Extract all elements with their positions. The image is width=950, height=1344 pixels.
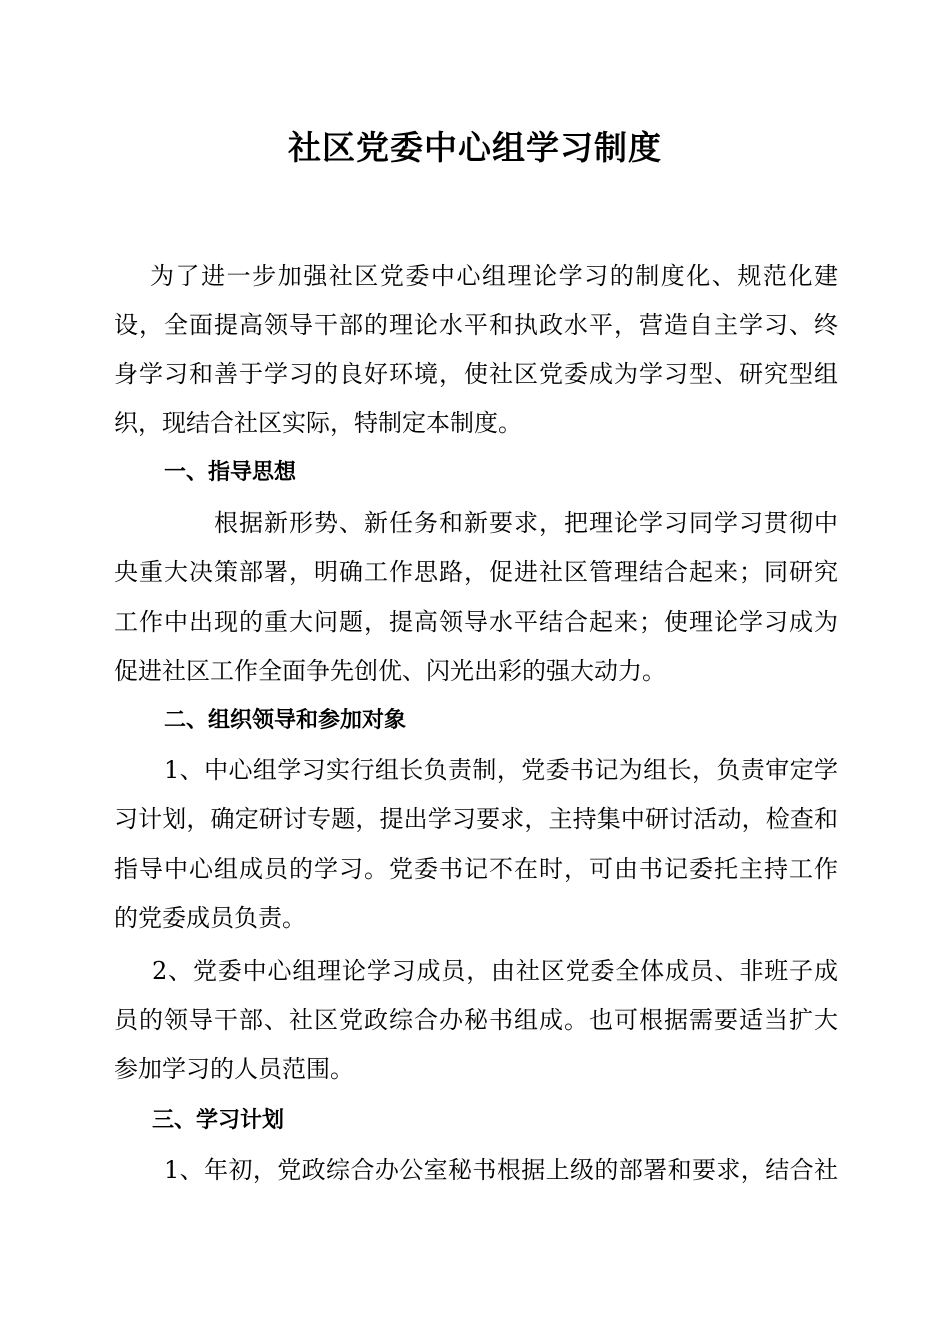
section3-item1-line-1: 1、年初，党政综合办公室秘书根据上级的部署和要求，结合社 [164,1156,838,1184]
section2-item1-line-4: 的党委成员负责。 [114,904,306,932]
section-heading-guiding-ideology: 一、指导思想 [164,460,297,485]
section1-line-1: 根据新形势、新任务和新要求，把理论学习同学习贯彻中 [214,509,838,537]
section2-item1-line-2: 习计划，确定研讨专题，提出学习要求，主持集中研讨活动，检查和 [114,805,838,833]
section1-line-2: 央重大决策部署，明确工作思路，促进社区管理结合起来；同研究 [114,558,838,586]
section2-item1-line-1: 1、中心组学习实行组长负责制，党委书记为组长，负责审定学 [164,756,838,784]
section2-item2-line-3: 参加学习的人员范围。 [114,1055,354,1083]
section2-item1-line-3: 指导中心组成员的学习。党委书记不在时，可由书记委托主持工作 [114,855,838,883]
section1-line-3: 工作中出现的重大问题，提高领导水平结合起来；使理论学习成为 [114,608,838,636]
section2-item2-line-2: 员的领导干部、社区党政综合办秘书组成。也可根据需要适当扩大 [114,1006,838,1034]
intro-line-1: 为了进一步加强社区党委中心组理论学习的制度化、规范化建 [150,262,838,290]
section-heading-study-plan: 三、学习计划 [152,1108,285,1133]
section-heading-organization: 二、组织领导和参加对象 [164,708,407,733]
intro-line-4: 织，现结合社区实际，特制定本制度。 [114,409,522,437]
intro-line-3: 身学习和善于学习的良好环境，使社区党委成为学习型、研究型组 [114,360,838,388]
intro-line-2: 设，全面提高领导干部的理论水平和执政水平，营造自主学习、终 [114,311,838,339]
document-title: 社区党委中心组学习制度 [288,128,662,167]
section1-line-4: 促进社区工作全面争先创优、闪光出彩的强大动力。 [114,657,666,685]
section2-item2-line-1: 2、党委中心组理论学习成员，由社区党委全体成员、非班子成 [152,957,838,985]
